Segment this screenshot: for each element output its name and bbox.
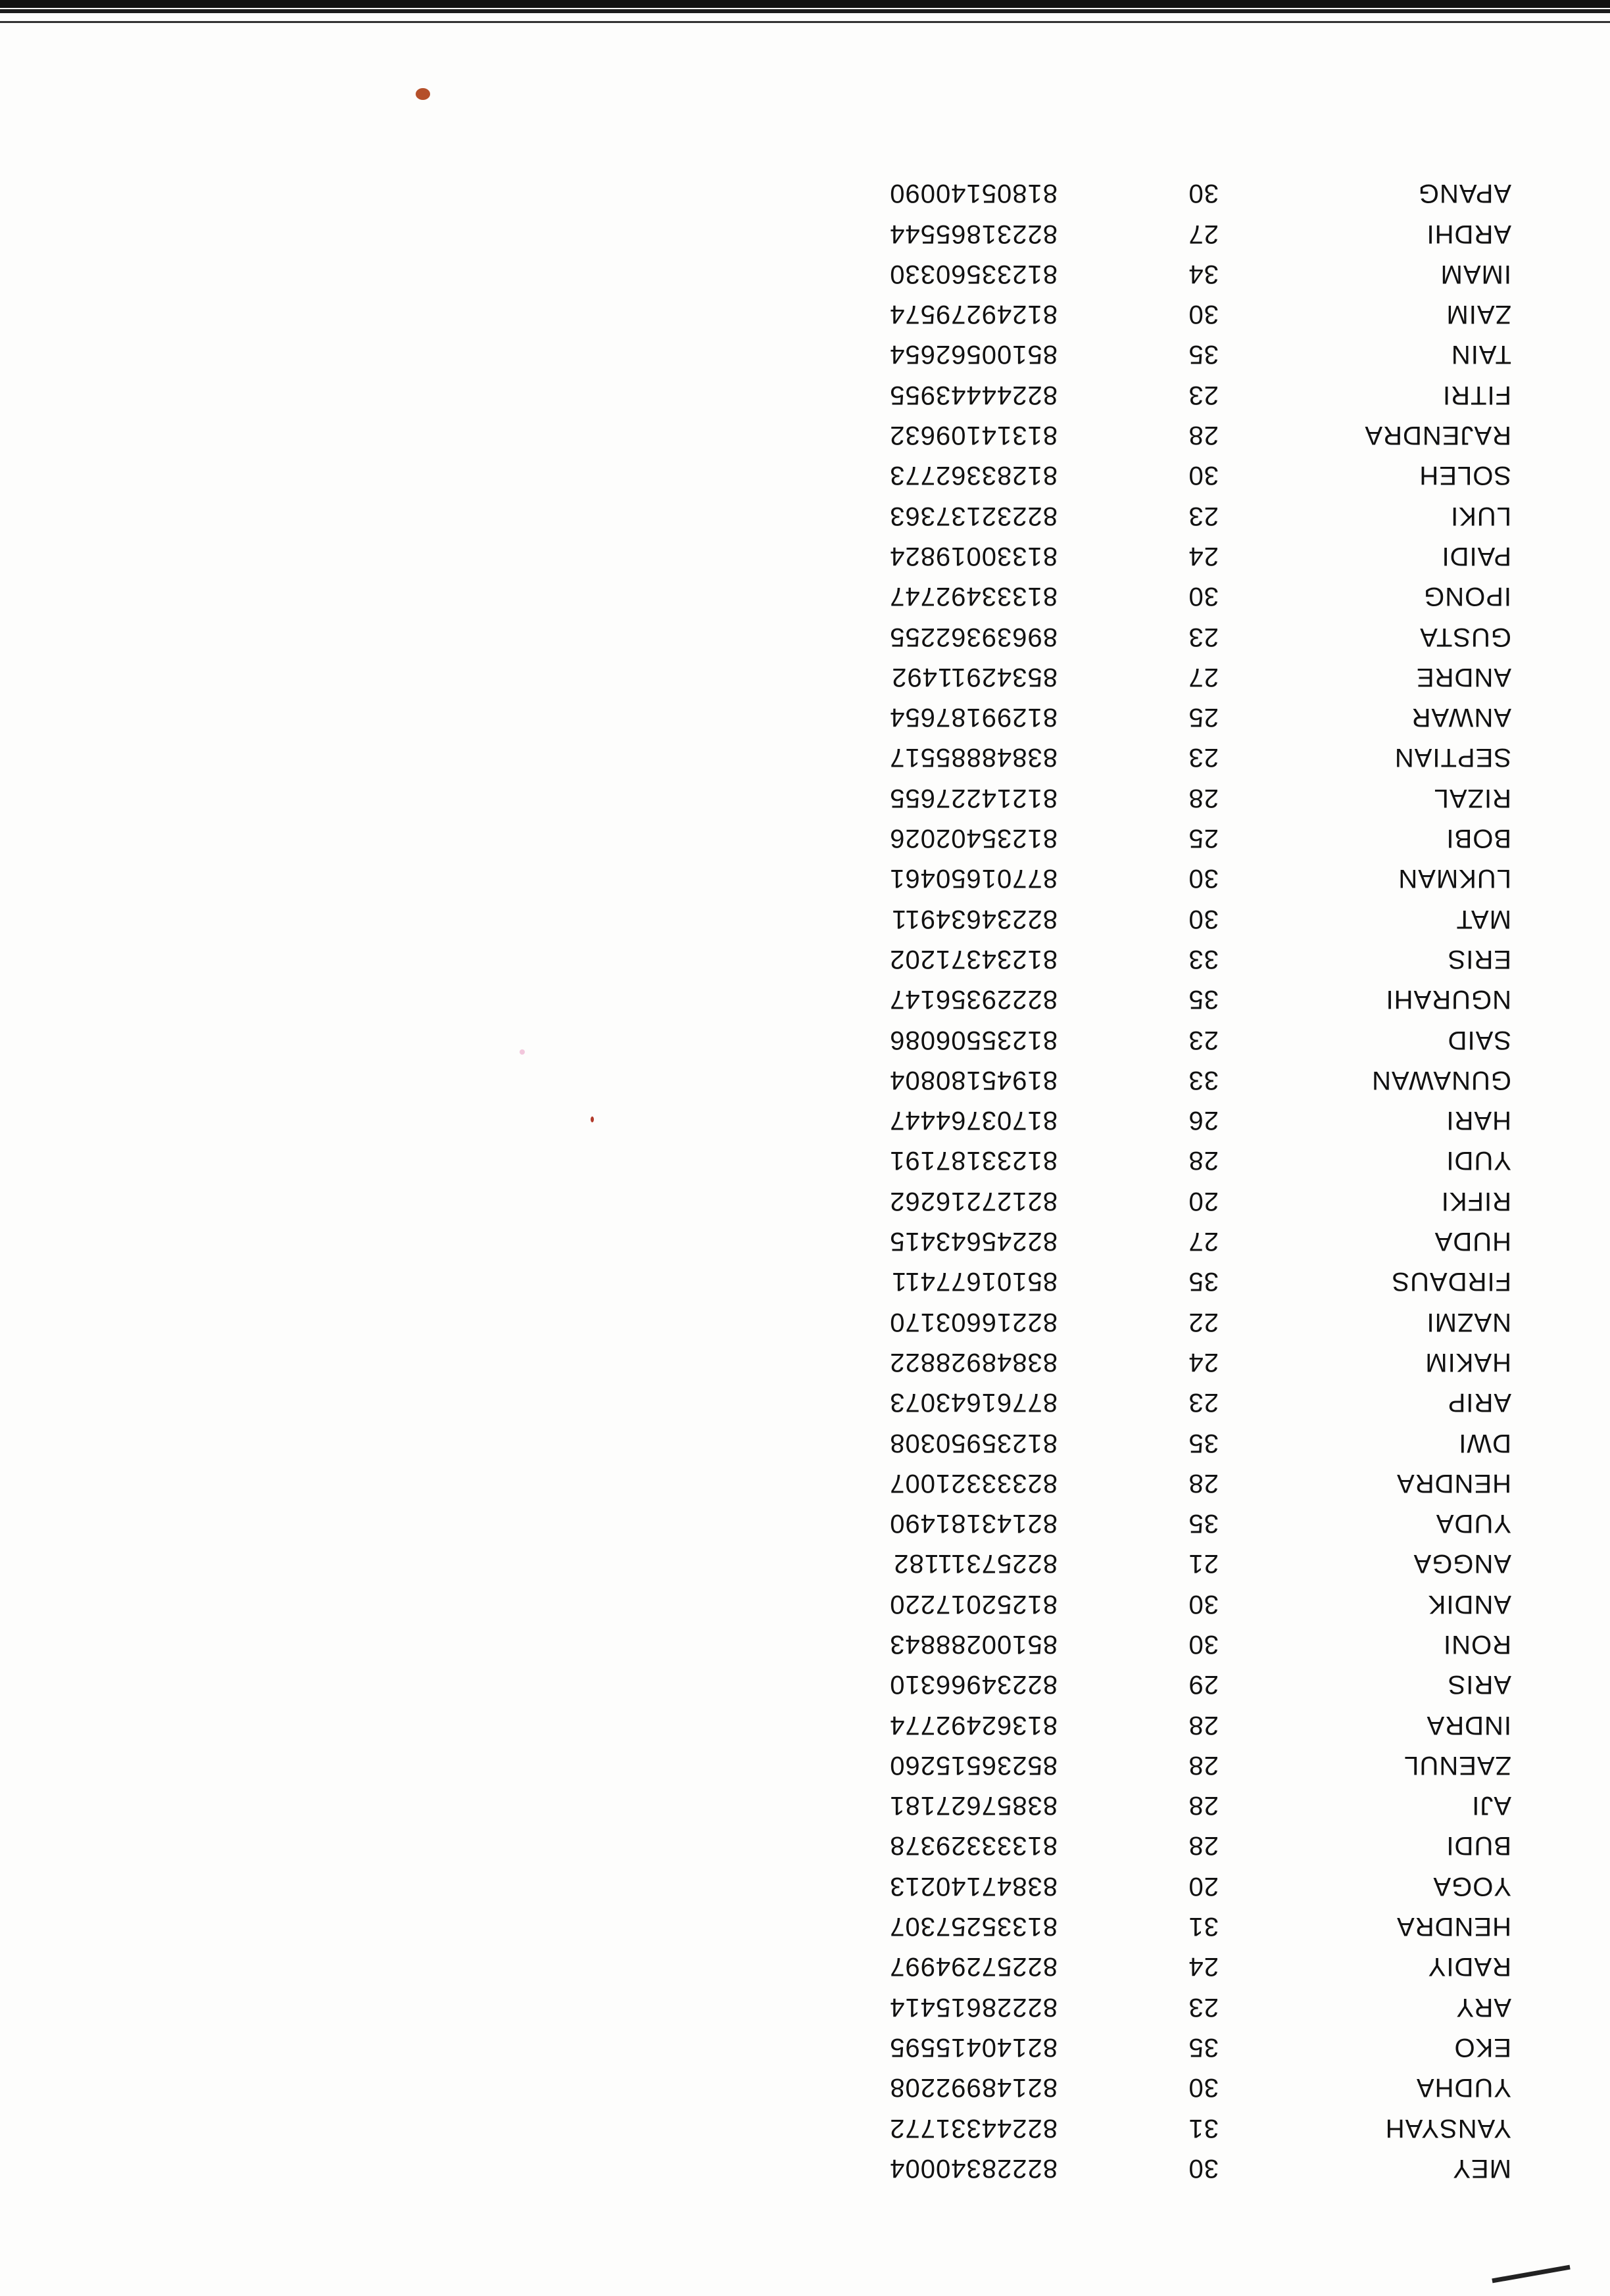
table-row [821,1704,1511,1744]
row-name: GUSTA [1419,622,1511,652]
row-phone: 82143181490 [889,1509,1058,1539]
row-age: 23 [1188,622,1219,652]
row-phone: 82229356147 [889,985,1058,1015]
row-age: 24 [1188,1347,1219,1377]
row-phone: 87701650461 [889,864,1058,894]
row-phone: 81333329378 [889,1831,1058,1861]
row-phone: 82228615414 [889,1992,1058,2022]
table-row [821,1825,1511,1865]
row-name: APANG [1417,179,1511,208]
table-row [821,2067,1511,2107]
row-name: ARDHI [1426,219,1511,249]
row-name: BOBI [1446,824,1511,853]
row-phone: 82257294997 [889,1952,1058,1982]
row-age: 23 [1188,380,1219,410]
row-age: 23 [1188,1388,1219,1418]
row-name: SAID [1447,1025,1511,1055]
table-row [821,1060,1511,1100]
table-row [821,1906,1511,1946]
row-age: 31 [1188,2113,1219,2143]
row-phone: 81233560330 [889,259,1058,289]
row-name: INDRA [1426,1710,1511,1740]
table-row [821,1866,1511,1906]
row-name: HARI [1446,1106,1511,1136]
row-age: 30 [1188,582,1219,611]
row-age: 30 [1188,864,1219,894]
row-age: 28 [1188,783,1219,813]
row-name: RONI [1443,1630,1511,1659]
row-age: 33 [1188,944,1219,974]
table-row [821,334,1511,374]
row-phone: 82148992208 [889,2073,1058,2103]
table-row [821,375,1511,415]
row-name: LUKI [1450,501,1511,531]
row-phone: 82216603170 [889,1307,1058,1337]
row-name: YUDHA [1415,2073,1511,2103]
row-phone: 89639362255 [889,622,1058,652]
row-name: AJI [1471,1791,1511,1821]
table-row [821,1100,1511,1140]
row-age: 27 [1188,219,1219,249]
row-name: MAT [1455,904,1511,934]
row-phone: 81249279574 [889,300,1058,329]
table-row [821,536,1511,576]
row-name: HENDRA [1396,1468,1511,1498]
row-name: GUNAWAN [1371,1065,1511,1095]
row-age: 22 [1188,1307,1219,1337]
table-row [821,858,1511,898]
table-row [821,1785,1511,1825]
row-name: ZAIM [1446,300,1511,329]
row-name: EKO [1453,2032,1511,2062]
row-phone: 81283362773 [889,461,1058,490]
row-age: 35 [1188,1509,1219,1539]
row-phone: 81314109632 [889,421,1058,450]
table-row [821,778,1511,818]
row-name: BUDI [1446,1831,1511,1861]
row-phone: 82333321007 [889,1468,1058,1498]
table-row [821,294,1511,334]
row-phone: 82232137363 [889,501,1058,531]
row-age: 35 [1188,1267,1219,1297]
table-row [821,1301,1511,1341]
row-age: 23 [1188,1992,1219,2022]
row-age: 35 [1188,1428,1219,1458]
row-name: ARY [1455,1992,1511,2022]
row-name: FIRDAUS [1391,1267,1511,1297]
table-row [821,1019,1511,1059]
row-age: 23 [1188,743,1219,773]
table-row [821,616,1511,656]
row-name: ANWAR [1411,703,1511,732]
row-age: 30 [1188,2073,1219,2103]
row-age: 28 [1188,1468,1219,1498]
row-name: YOGA [1432,1871,1511,1901]
table-row [821,657,1511,697]
table-row [821,254,1511,294]
row-phone: 81235402026 [889,824,1058,853]
roster-list [821,173,1511,2188]
row-phone: 85100288843 [889,1630,1058,1659]
row-phone: 82127216262 [889,1186,1058,1216]
row-name: IPONG [1423,582,1511,611]
table-row [821,1382,1511,1422]
row-phone: 85342911492 [891,662,1058,692]
row-phone: 81333492747 [889,582,1058,611]
row-name: TAIN [1450,340,1511,370]
table-row [821,1181,1511,1221]
row-phone: 81235950308 [889,1428,1058,1458]
row-phone: 81214227655 [889,783,1058,813]
row-age: 27 [1188,1227,1219,1256]
table-row [821,939,1511,979]
row-name: RIFKI [1440,1186,1511,1216]
row-age: 28 [1188,1831,1219,1861]
row-name: HUDA [1434,1227,1511,1256]
row-age: 24 [1188,1952,1219,1982]
table-row [821,1342,1511,1382]
table-row [821,1946,1511,1986]
row-phone: 82231865544 [889,219,1058,249]
row-phone: 83848885517 [889,743,1058,773]
table-row [821,1987,1511,2027]
row-phone: 83857627181 [889,1791,1058,1821]
row-name: MEY [1452,2153,1511,2183]
row-age: 23 [1188,1025,1219,1055]
row-age: 28 [1188,421,1219,450]
table-row [821,2148,1511,2188]
row-phone: 83847140213 [889,1871,1058,1901]
row-name: YUDI [1446,1146,1511,1176]
row-name: NAZMI [1426,1307,1511,1337]
row-name: PAIDI [1441,541,1511,571]
row-phone: 82244443955 [889,380,1058,410]
table-row [821,1543,1511,1583]
row-name: RIZAL [1433,783,1511,813]
table-row [821,818,1511,858]
row-age: 26 [1188,1106,1219,1136]
row-name: RAJENDRA [1364,421,1511,450]
row-phone: 81330019824 [889,541,1058,571]
row-phone: 81335257307 [889,1912,1058,1942]
row-name: ARIS [1447,1670,1511,1700]
row-age: 30 [1188,179,1219,208]
row-phone: 81235506086 [889,1025,1058,1055]
row-age: 20 [1188,1186,1219,1216]
row-age: 28 [1188,1791,1219,1821]
row-phone: 82234966310 [889,1670,1058,1700]
table-row [821,213,1511,253]
row-name: HAKIM [1425,1347,1511,1377]
row-phone: 81299187654 [889,703,1058,732]
table-row [821,496,1511,536]
row-age: 35 [1188,2032,1219,2062]
row-age: 21 [1188,1549,1219,1579]
row-name: ERIS [1447,944,1511,974]
row-age: 30 [1188,2153,1219,2183]
row-name: ANDIK [1427,1589,1511,1619]
row-name: FITRI [1442,380,1511,410]
table-row [821,2027,1511,2067]
row-name: NGURAHI [1385,985,1511,1015]
row-phone: 82257311182 [893,1549,1058,1579]
row-name: IMAM [1440,259,1511,289]
row-phone: 81252017220 [889,1589,1058,1619]
row-phone: 81233187191 [889,1146,1058,1176]
table-row [821,899,1511,939]
table-row [821,1745,1511,1785]
row-age: 31 [1188,1912,1219,1942]
row-age: 30 [1188,461,1219,490]
table-row [821,1221,1511,1261]
row-phone: 85100562654 [889,340,1058,370]
row-age: 30 [1188,300,1219,329]
row-phone: 82245643415 [889,1227,1058,1256]
row-phone: 81703764447 [889,1106,1058,1136]
row-age: 30 [1188,1630,1219,1659]
table-row [821,173,1511,213]
row-age: 30 [1188,1589,1219,1619]
table-row [821,697,1511,737]
row-age: 33 [1188,1065,1219,1095]
row-name: YANSYAH [1384,2113,1511,2143]
table-row [821,1624,1511,1664]
row-phone: 81362492774 [889,1710,1058,1740]
row-phone: 83848928822 [889,1347,1058,1377]
row-age: 24 [1188,541,1219,571]
row-phone: 81805140090 [889,179,1058,208]
row-age: 23 [1188,501,1219,531]
table-row [821,1261,1511,1301]
row-name: HENDRA [1396,1912,1511,1942]
row-name: DWI [1458,1428,1511,1458]
row-name: ZAENUL [1403,1750,1511,1780]
row-phone: 81234371202 [889,944,1058,974]
table-row [821,455,1511,495]
row-phone: 82140415595 [889,2032,1058,2062]
table-row [821,576,1511,616]
row-name: YUDA [1435,1509,1511,1539]
row-age: 35 [1188,340,1219,370]
row-age: 30 [1188,904,1219,934]
row-age: 28 [1188,1146,1219,1176]
row-phone: 81945180804 [889,1065,1058,1095]
row-name: ANGGA [1413,1549,1511,1579]
table-row [821,1422,1511,1462]
table-row [821,1463,1511,1503]
row-phone: 82244331772 [889,2113,1058,2143]
row-age: 35 [1188,985,1219,1015]
row-age: 25 [1188,703,1219,732]
row-phone: 85236515260 [889,1750,1058,1780]
row-name: LUKMAN [1398,864,1511,894]
table-row [821,737,1511,777]
row-phone: 87761643073 [889,1388,1058,1418]
table-row [821,1503,1511,1543]
row-age: 28 [1188,1750,1219,1780]
table-row [821,2107,1511,2147]
row-phone: 85101677411 [891,1267,1058,1297]
row-phone: 82228340004 [889,2153,1058,2183]
row-name: SEPTIAN [1394,743,1511,773]
row-age: 25 [1188,824,1219,853]
table-row [821,979,1511,1019]
row-phone: 82234634911 [891,904,1058,934]
row-name: RADIY [1427,1952,1511,1982]
row-age: 29 [1188,1670,1219,1700]
table-row [821,415,1511,455]
row-age: 34 [1188,259,1219,289]
table-row [821,1140,1511,1180]
row-age: 20 [1188,1871,1219,1901]
row-name: ARIP [1447,1388,1511,1418]
table-row [821,1664,1511,1704]
row-name: ANDRE [1415,662,1511,692]
row-age: 27 [1188,662,1219,692]
row-name: SOLEH [1419,461,1511,490]
table-row [821,1584,1511,1624]
row-age: 28 [1188,1710,1219,1740]
